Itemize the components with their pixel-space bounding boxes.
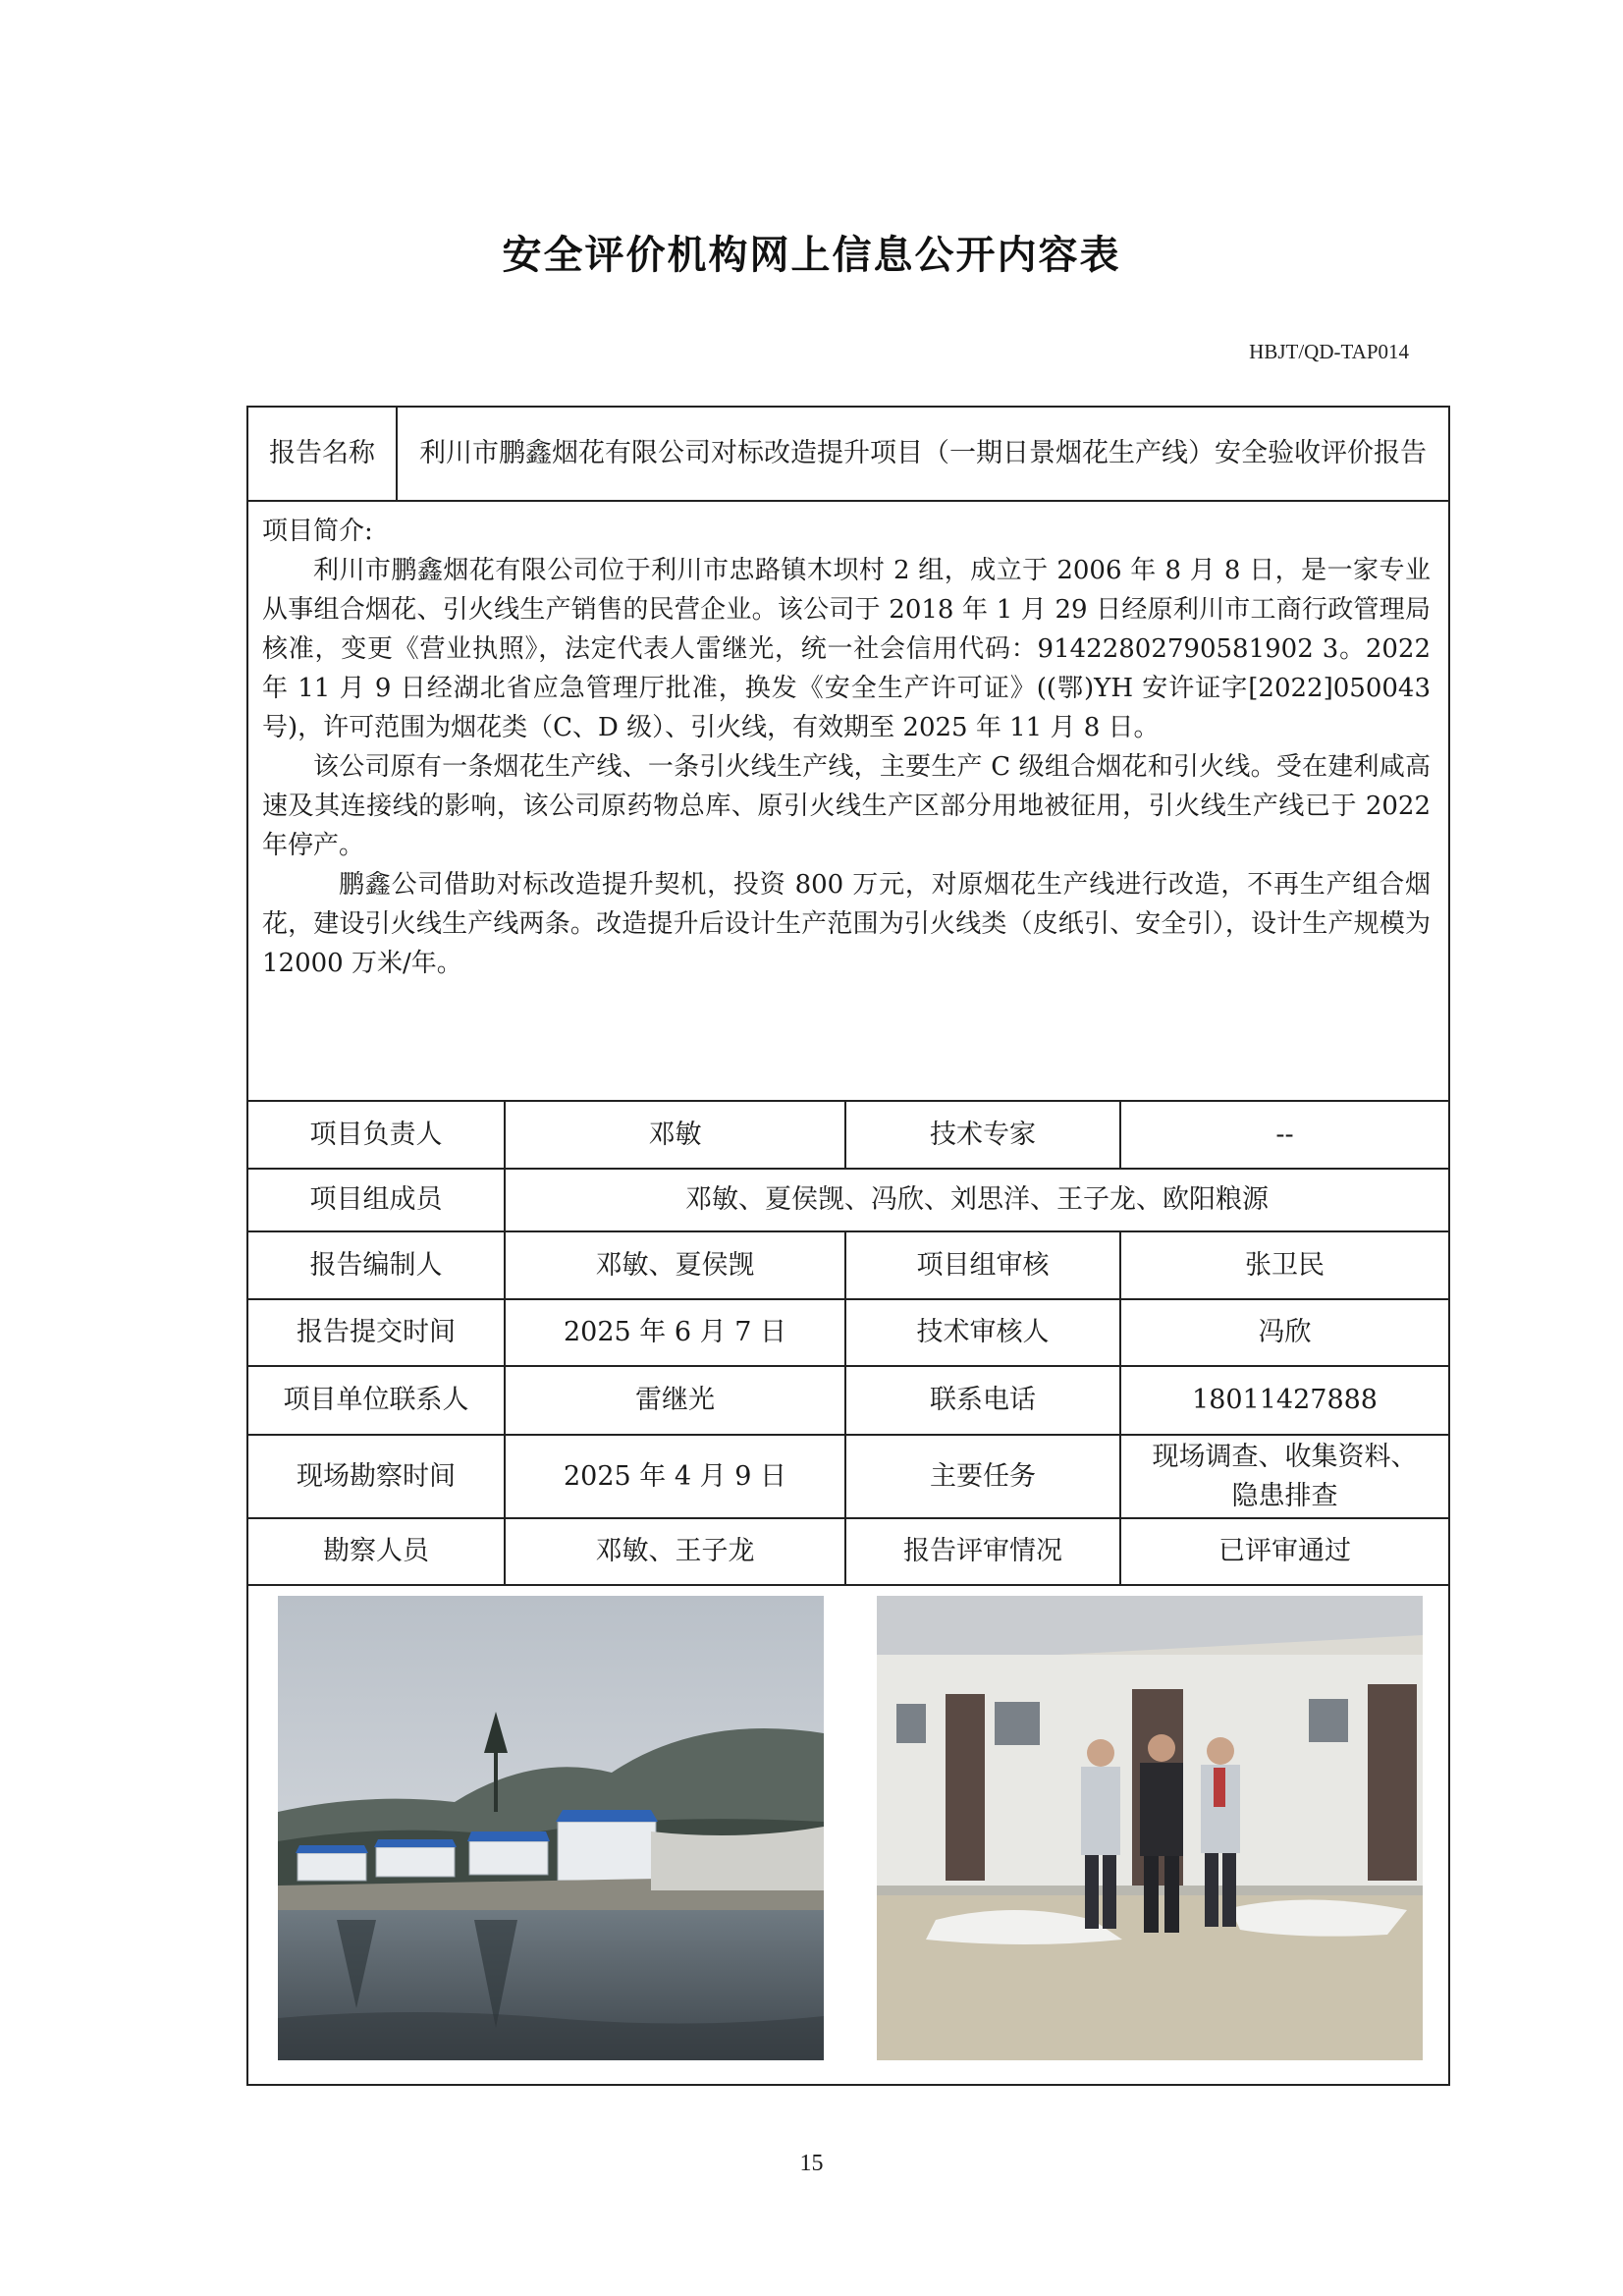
info-table [246, 406, 1450, 2086]
survey-time-label: 现场勘察时间 [248, 1436, 506, 1517]
task-label: 主要任务 [846, 1436, 1121, 1517]
leader-label: 项目负责人 [248, 1102, 506, 1168]
author-row [248, 1232, 1448, 1300]
site-photos [248, 1576, 1448, 2084]
survey-time-value: 2025 年 4 月 9 日 [506, 1436, 846, 1517]
submit-label: 报告提交时间 [248, 1300, 506, 1365]
surveyors-label: 勘察人员 [248, 1519, 506, 1584]
members-row [248, 1170, 1448, 1232]
tech-review-label: 技术审核人 [846, 1300, 1121, 1365]
team-review-value: 张卫民 [1245, 1249, 1325, 1281]
site-photo-team [877, 1596, 1423, 2060]
review-label: 报告评审情况 [846, 1519, 1121, 1584]
survey-row [248, 1436, 1448, 1519]
members-label: 项目组成员 [248, 1170, 506, 1230]
intro-divider [248, 408, 1448, 1102]
submit-value: 2025 年 6 月 7 日 [506, 1300, 846, 1365]
leader-row [248, 1102, 1448, 1170]
phone-label: 联系电话 [846, 1367, 1121, 1434]
author-value: 邓敏、夏侯觊 [506, 1232, 846, 1298]
expert-value: -- [1275, 1119, 1294, 1150]
tech-review-value: 冯欣 [1258, 1317, 1312, 1347]
contact-value: 雷继光 [506, 1367, 846, 1434]
intro-paragraph-1: 利川市鹏鑫烟花有限公司位于利川市忠路镇木坝村 2 组，成立于 2006 年 8 月 8 日，是一家专业从事组合烟花、引火线生产销售的民营企业。该公司于 2018 年 1 月 29 日经原利川市工商行政管理局核准，变更《营业执照》，法定代表人雷继光，统一社会信用代码：91422802790581902 3。2022 年 11 月 9 日经湖北省应急管理厅批准，换发《安全生产许可证》((鄂)YH 安许证字[2022]050043 号)，许可范围为烟花类（C、D 级）、引火线，有效期至 2025 年 11 月 8 日。 [262, 556, 1431, 742]
intro-label: 项目简介: [262, 517, 373, 546]
submit-row [248, 1300, 1448, 1367]
site-photo-landscape [278, 1596, 824, 2060]
review-value: 已评审通过 [1218, 1536, 1351, 1566]
leader-value: 邓敏 [506, 1102, 846, 1168]
members-value: 邓敏、夏侯觊、冯欣、刘思洋、王子龙、欧阳粮源 [685, 1184, 1269, 1215]
document-title: 安全评价机构网上信息公开内容表 [502, 233, 1121, 278]
phone-value: 18011427888 [1192, 1385, 1378, 1415]
intro-paragraph-3: 鹏鑫公司借助对标改造提升契机，投资 800 万元，对原烟花生产线进行改造，不再生产组合烟花，建设引火线生产线两条。改造提升后设计生产范围为引火线类（皮纸引、安全引），设计生产规模为 12000 万米/年。 [262, 870, 1431, 978]
task-value: 现场调查、收集资料、隐患排查 [1152, 1441, 1418, 1511]
team-review-label: 项目组审核 [846, 1232, 1121, 1298]
author-label: 报告编制人 [248, 1232, 506, 1298]
surveyors-value: 邓敏、王子龙 [506, 1519, 846, 1584]
contact-row [248, 1367, 1448, 1436]
intro-paragraph-2: 该公司原有一条烟花生产线、一条引火线生产线，主要生产 C 级组合烟花和引火线。受在建利咸高速及其连接线的影响，该公司原药物总库、原引火线生产区部分用地被征用，引火线生产线已于 2022 年停产。 [262, 752, 1431, 860]
page-number: 15 [799, 2151, 824, 2176]
report-name-label: 报告名称 [248, 408, 398, 500]
report-name-value: 利川市鹏鑫烟花有限公司对标改造提升项目（一期日景烟花生产线）安全验收评价报告 [419, 438, 1427, 468]
contact-label: 项目单位联系人 [248, 1367, 506, 1434]
expert-label: 技术专家 [846, 1102, 1121, 1168]
document-code: HBJT/QD-TAP014 [1249, 340, 1409, 363]
